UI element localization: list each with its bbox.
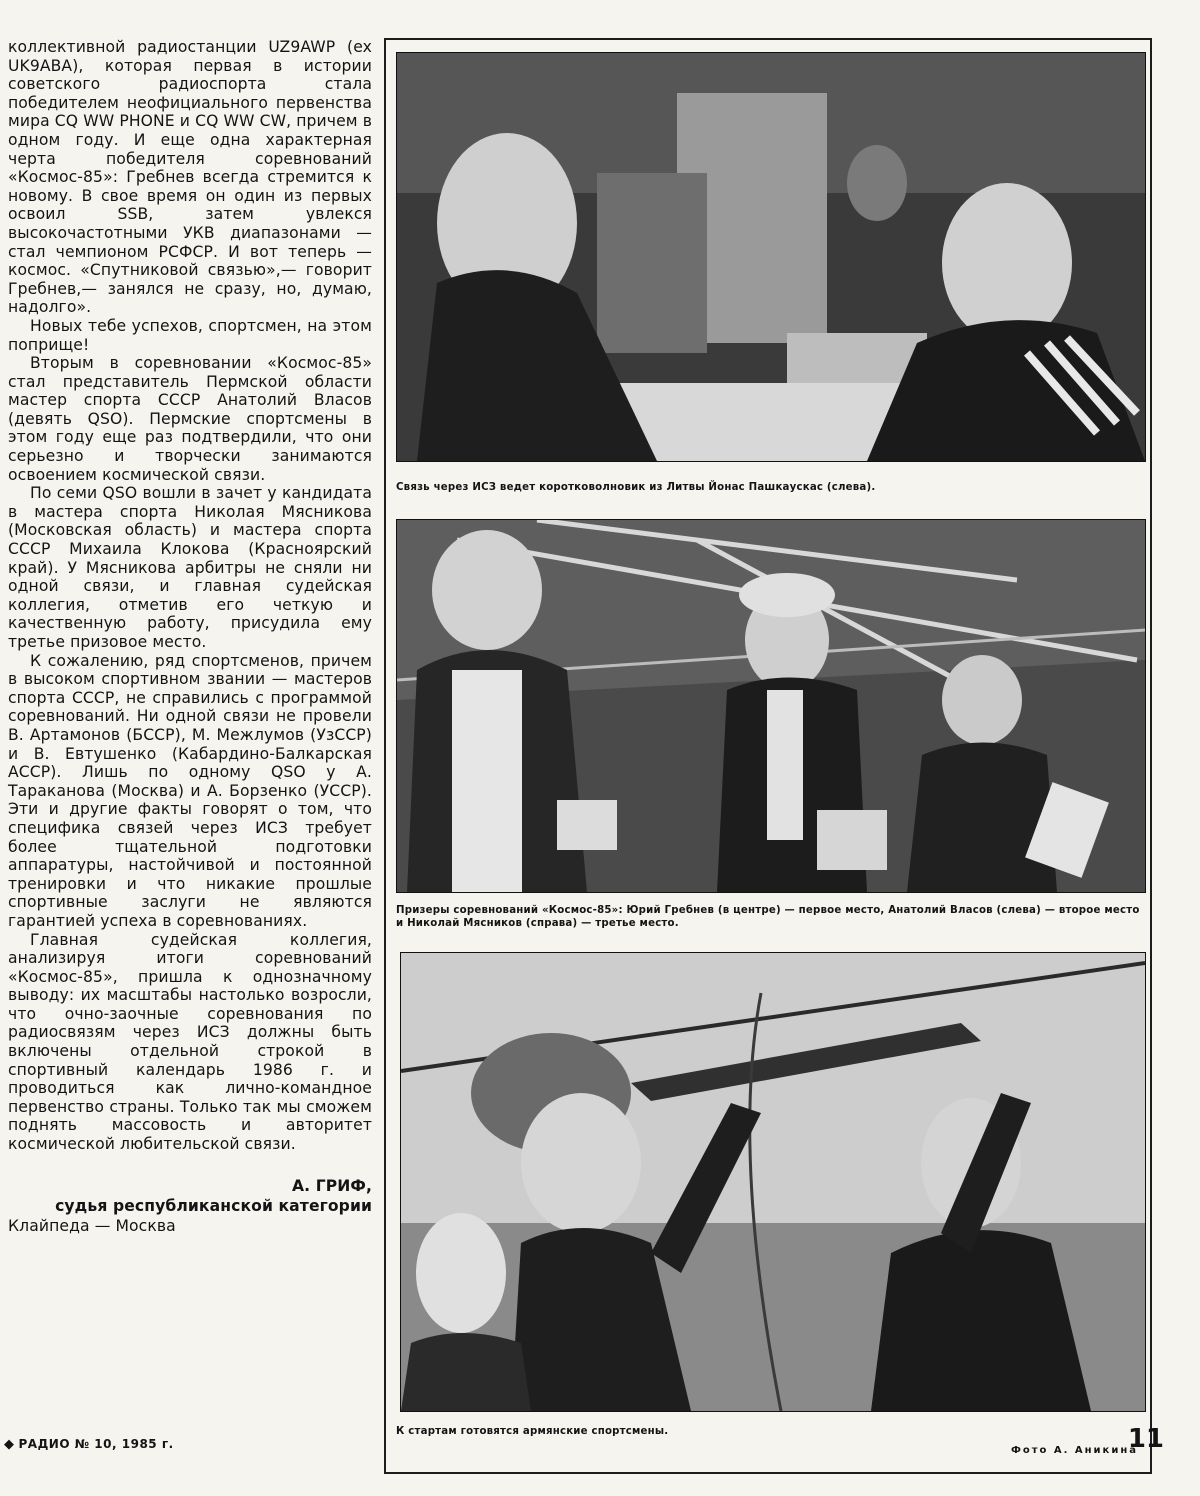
photo-prize-winners-image [397, 520, 1145, 892]
photo-antenna-setup-image [401, 953, 1145, 1411]
photo-prize-winners [396, 519, 1146, 893]
author-name: А. ГРИФ, [291, 1176, 372, 1195]
article-paragraph: По семи QSO вошли в зачет у кандидата в мастера спорта Николая Мясникова (Московская область) и мастера спорта СССР Михаила Клокова (Красноярский край). У Мясникова арбитры не сняли ни одной связи, и главная судейская коллегия, отметив его четкую и качественную работу, присудила ему третье призовое место. [8, 484, 372, 651]
photo-credit: Фото А. Аникина [1010, 1445, 1138, 1456]
signature-block [8, 1176, 372, 1236]
article-paragraph: Главная судейская коллегия, анализируя итоги соревнований «Космос-85», пришла к однозначному выводу: их масштабы настолько возросли, что очно-заочные соревнования по радиосвязям через ИСЗ должны быть включены отдельной строкой в спортивный календарь 1986 г. и проводиться как лично-командное первенство страны. Только так мы сможем поднять массовость и авторитет космической любительской связи. [8, 930, 372, 1154]
photo-radio-operators-image [397, 53, 1145, 461]
caption-photo-2: Призеры соревнований «Космос-85»: Юрий Гребнев (в центре) — первое место, Анатолий Власов (слева) — второе место и Николай Мясников (справа) — третье место. [396, 905, 1140, 929]
page-number: 11 [1127, 1424, 1164, 1454]
author-location: Клайпеда — Москва [8, 1216, 176, 1235]
article-column [8, 38, 372, 1236]
photo-antenna-setup [400, 952, 1146, 1412]
author-title: судья республиканской категории [55, 1196, 372, 1215]
diamond-icon: ◆ [4, 1437, 15, 1452]
article-paragraph: Новых тебе успехов, спортсмен, на этом поприще! [8, 316, 372, 354]
article-paragraph: К сожалению, ряд спортсменов, причем в высоком спортивном звании — мастеров спорта СССР, не справились с программой соревнований. Ни одной связи не провели В. Артамонов (БССР), М. Межлумов (УзССР) и В. Евтушенко (Кабардино-Балкарская АССР). Лишь по одному QSO у А. Тараканова (Москва) и А. Борзенко (УССР). Эти и другие факты говорят о том, что специфика связей через ИСЗ требует более тщательной подготовки аппаратуры, настойчивой и постоянной тренировки и что никакие прошлые спортивные заслуги не являются гарантией успеха в соревнованиях. [8, 651, 372, 930]
magazine-footer [4, 1437, 174, 1452]
caption-photo-1: Связь через ИСЗ ведет коротковолновик из Литвы Йонас Пашкаускас (слева). [396, 482, 876, 493]
article-paragraph: Вторым в соревновании «Космос-85» стал представитель Пермской области мастер спорта СССР Анатолий Власов (девять QSO). Пермские спортсмены в этом году еще раз подтвердили, что они серьезно и творчески занимаются освоением космической связи. [8, 354, 372, 484]
caption-photo-3: К стартам готовятся армянские спортсмены. [396, 1426, 669, 1437]
photo-radio-operators [396, 52, 1146, 462]
article-paragraph: коллективной радиостанции UZ9AWP (ex UK9ABA), которая первая в истории советского радиоспорта стала победителем неофициального первенства мира CQ WW PHONE и CQ WW CW, причем в одном году. И еще одна характерная черта победителя соревнований «Космос-85»: Гребнев всегда стремится к новому. В свое время он один из первых освоил SSB, затем увлекся высокочастотными УКВ диапазонами — стал чемпионом РСФСР. И вот теперь — космос. «Спутниковой связью»,— говорит Гребнев,— занялся не сразу, но, думаю, надолго». [8, 38, 372, 317]
magazine-issue: РАДИО № 10, 1985 г. [18, 1437, 174, 1451]
